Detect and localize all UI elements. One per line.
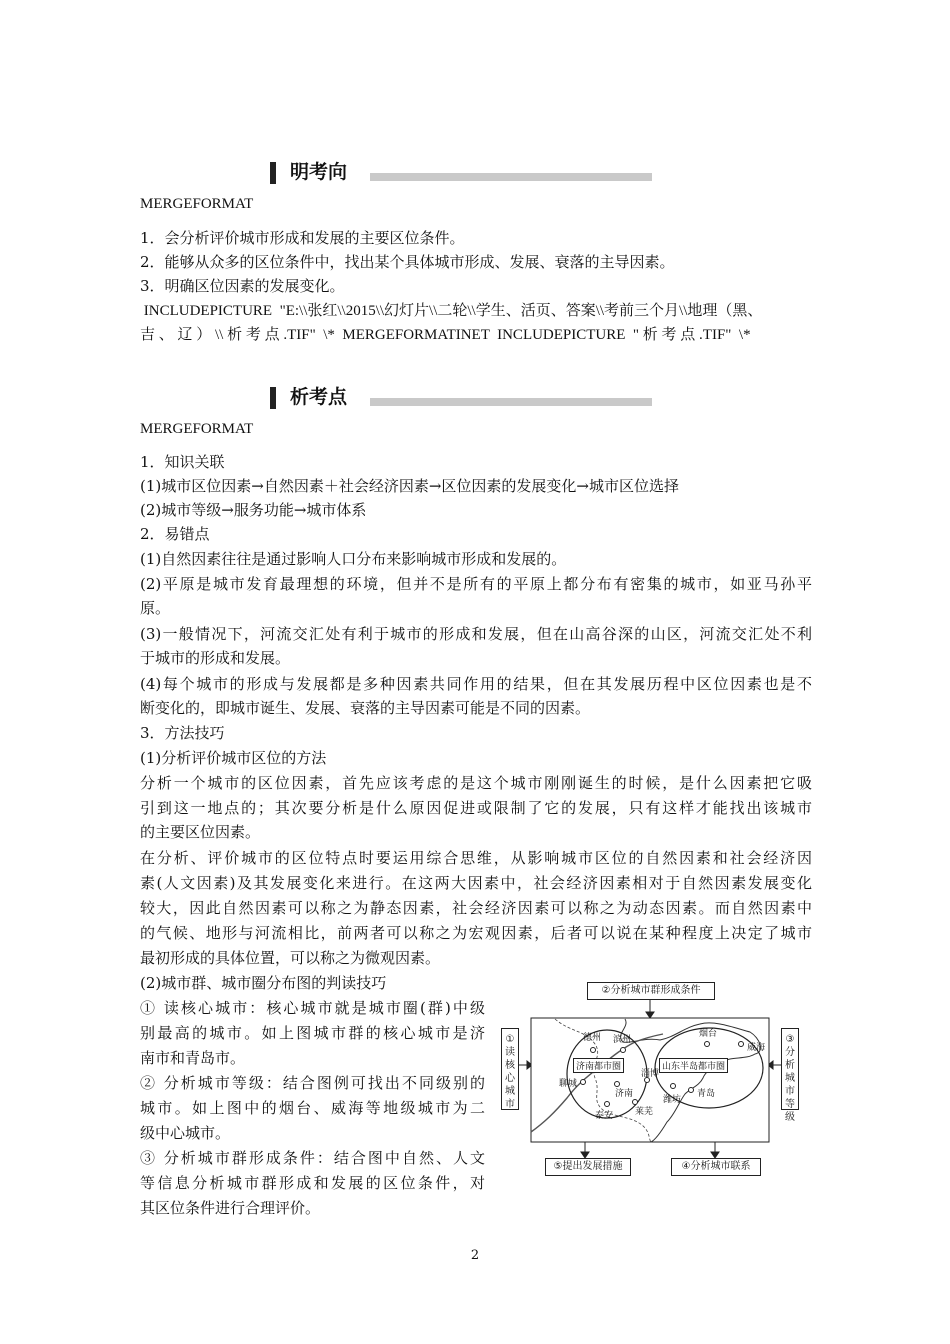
mergeformat-text: MERGEFORMAT xyxy=(140,421,254,437)
body-line: (2)平原是城市发育最理想的环境，但并不是所有的平原上都分布有密集的城市，如亚马孙平 xyxy=(140,575,812,593)
city-label: 潍坊 xyxy=(663,1095,682,1105)
body-line: 最初形成的具体位置，可以称之为微观因素。 xyxy=(140,949,441,967)
body-line: (2)城市群、城市圈分布图的判读技巧 xyxy=(140,974,387,992)
body-line: (2)城市等级→服务功能→城市体系 xyxy=(140,501,367,519)
zone-label-peninsula: 山东半岛都市圈 xyxy=(659,1058,728,1073)
body-line: 于城市的形成和发展。 xyxy=(140,649,291,667)
body-line: 原。 xyxy=(140,599,171,617)
include-picture-line-2: 吉 、 辽 ） \\ 析 考 点 .TIF" \* MERGEFORMATINET INCLUDEPICTURE " 析 考 点 .TIF" \* xyxy=(140,327,751,343)
body-line: 分析一个城市的区位因素，首先应该考虑的是这个城市刚刚诞生的时候，是什么因素把它吸 xyxy=(140,774,812,792)
city-cluster-figure xyxy=(495,982,805,1177)
city-label: 淄博 xyxy=(641,1069,660,1079)
side-line: 等信息分析城市群形成和发展的区位条件，对 xyxy=(140,1174,485,1192)
body-line: 的主要区位因素。 xyxy=(140,823,261,841)
heading-rule xyxy=(370,173,652,181)
read-core-city-box: ①读核心城市 xyxy=(501,1028,519,1110)
side-line: 其区位条件进行合理评价。 xyxy=(140,1199,321,1217)
city-label: 威海 xyxy=(747,1043,766,1053)
city-label: 滨州 xyxy=(613,1035,632,1045)
heading-bar xyxy=(270,387,276,409)
body-line: (3)一般情况下，河流交汇处有利于城市的形成和发展，但在山高谷深的山区，河流交汇处不利 xyxy=(140,625,812,643)
propose-development-measures-box: ⑤提出发展措施 xyxy=(545,1158,631,1176)
map-diagram xyxy=(495,982,805,1177)
heading-title: 明考向 xyxy=(290,161,348,183)
side-line: 别最高的城市。如上图城市群的核心城市是济 xyxy=(140,1024,485,1042)
heading-rule xyxy=(370,398,652,406)
goal-item-3: 3．明确区位因素的发展变化。 xyxy=(140,277,345,295)
city-label: 德州 xyxy=(583,1033,602,1043)
side-line: ② 分析城市等级：结合图例可找出不同级别的 xyxy=(140,1074,485,1092)
body-line: 断变化的，即城市诞生、发展、衰落的主导因素可能是不同的因素。 xyxy=(140,699,591,717)
section-heading-mingkaoxiang xyxy=(270,158,660,186)
include-picture-line-1: INCLUDEPICTURE "E:\\张红\\2015\\幻灯片\\二轮\\学生、活页、答案\\考前三个月\\地理（黑、 xyxy=(140,303,763,319)
side-line: ① 读核心城市：核心城市就是城市圈(群)中级 xyxy=(140,999,485,1017)
body-line: (1)城市区位因素→自然因素＋社会经济因素→区位因素的发展变化→城市区位选择 xyxy=(140,477,679,495)
body-line: 在分析、评价城市的区位特点时要运用综合思维，从影响城市区位的自然因素和社会经济因 xyxy=(140,849,812,867)
body-line: 3．方法技巧 xyxy=(140,724,225,742)
body-line: 较大，因此自然因素可以称之为静态因素，社会经济因素可以称之为动态因素。而自然因素中 xyxy=(140,899,812,917)
analyze-city-links-box: ④分析城市联系 xyxy=(671,1158,761,1176)
body-line: (1)分析评价城市区位的方法 xyxy=(140,749,327,767)
mergeformat-text: MERGEFORMAT xyxy=(140,196,254,212)
side-line: ③ 分析城市群形成条件：结合图中自然、人文 xyxy=(140,1149,485,1167)
city-label: 青岛 xyxy=(697,1089,716,1099)
city-label: 聊城 xyxy=(559,1079,578,1089)
body-line: 2．易错点 xyxy=(140,525,210,543)
goal-item-1: 1．会分析评价城市形成和发展的主要区位条件。 xyxy=(140,229,465,247)
zone-label-jinan: 济南都市圈 xyxy=(573,1058,624,1073)
body-line: (4)每个城市的形成与发展都是多种因素共同作用的结果，但在其发展历程中区位因素也是不 xyxy=(140,675,812,693)
city-label: 烟台 xyxy=(699,1029,718,1039)
side-line: 城市。如上图中的烟台、威海等地级城市为二 xyxy=(140,1099,485,1117)
section-heading-xikaodian xyxy=(270,383,660,411)
heading-title: 析考点 xyxy=(290,386,348,408)
side-line: 南市和青岛市。 xyxy=(140,1049,246,1067)
side-line: 级中心城市。 xyxy=(140,1124,231,1142)
city-label: 济南 xyxy=(615,1089,634,1099)
goal-item-2: 2．能够从众多的区位条件中，找出某个具体城市形成、发展、衰落的主导因素。 xyxy=(140,253,675,271)
body-line: 1．知识关联 xyxy=(140,453,225,471)
heading-bar xyxy=(270,162,276,184)
page-number: 2 xyxy=(470,1248,480,1263)
analyze-formation-conditions-box: ②分析城市群形成条件 xyxy=(587,982,715,1000)
body-line: (1)自然因素往往是通过影响人口分布来影响城市形成和发展的。 xyxy=(140,550,567,568)
body-line: 引到这一地点的；其次要分析是什么原因促进或限制了它的发展，只有这样才能找出该城市 xyxy=(140,799,812,817)
analyze-city-level-box: ③分析城市等级 xyxy=(781,1028,799,1110)
city-label: 泰安 xyxy=(595,1111,614,1121)
city-label: 莱芜 xyxy=(635,1107,654,1117)
body-line: 素(人文因素)及其发展变化来进行。在这两大因素中，社会经济因素相对于自然因素发展变化 xyxy=(140,874,812,892)
body-line: 的气候、地形与河流相比，前两者可以称之为宏观因素，后者可以说在某种程度上决定了城市 xyxy=(140,924,812,942)
